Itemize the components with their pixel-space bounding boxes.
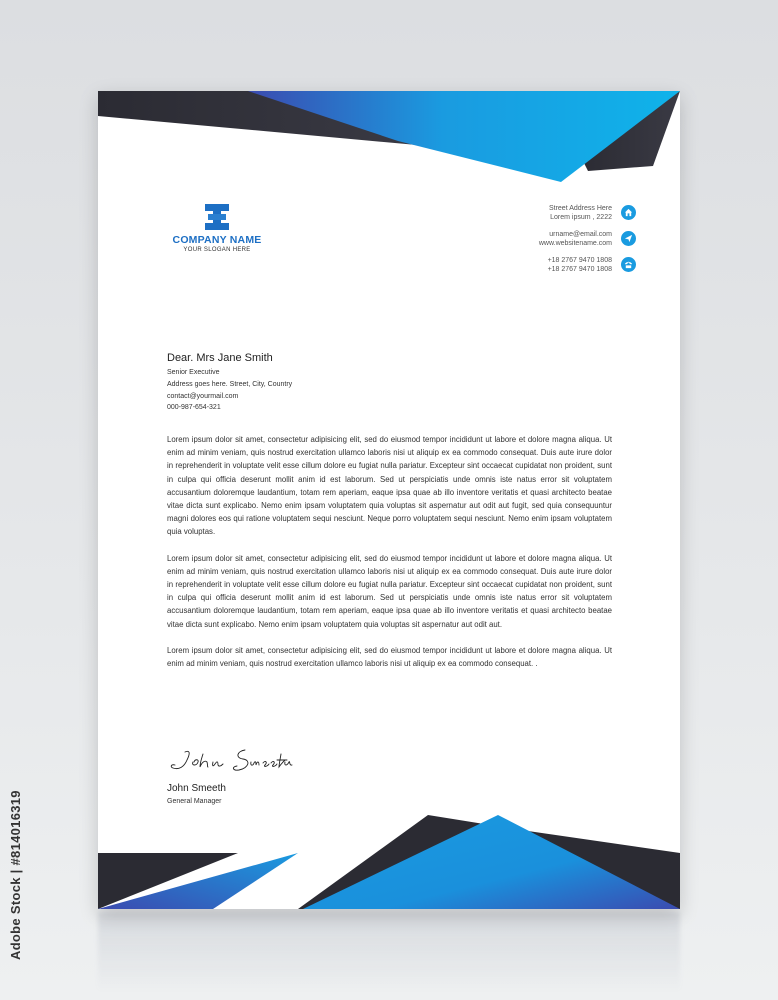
signature-block [167, 746, 297, 805]
address-line: Street Address Here [548, 205, 612, 212]
company-logo [162, 203, 272, 253]
contact-web [539, 230, 612, 248]
handwritten-signature [167, 746, 297, 776]
phone-line: +18 2767 9470 1808 [547, 257, 612, 264]
contact-phone [539, 256, 612, 274]
paper-plane-icon [621, 231, 636, 246]
recipient-address: Address goes here. Street, City, Country [167, 380, 293, 388]
footer-decoration [98, 815, 680, 909]
recipient-email: contact@yourmail.com [167, 392, 239, 400]
body-paragraph: Lorem ipsum dolor sit amet, consectetur adipisicing elit, sed do eiusmod tempor incididunt ut labore et dolore magna aliqua. Ut enim ad minim veniam, quis nostrud exercitation ullamco laboris nisi ut aliquip ex ea commodo consequat. Duis aute irure dolor in reprehenderit in voluptate velit esse cillum dolore eu fugiat nulla pariatur. Excepteur sint occaecat cupidatat non proident, sunt in culpa qui officia deserunt mollit anim id est laborum. Sed ut perspiciatis unde omnis iste natus error sit voluptatem accusantium doloremque laudantium, totam rem aperiam, eaque ipsa quae ab illo inventore veritatis et quasi architecto beatae vitae dicta sunt explicabo. Nemo enim ipsam voluptatem quia voluptas sit aspernatur aut odit aut. [167, 553, 612, 629]
recipient-title: Senior Executive [167, 369, 220, 376]
company-name: COMPANY NAME [172, 234, 262, 246]
website-line: www.websitename.com [538, 240, 612, 247]
page-reflection [98, 912, 680, 992]
contact-address [539, 204, 612, 222]
company-logo-mark [204, 203, 230, 231]
letter-body [167, 433, 612, 683]
recipient-name: Dear. Mrs Jane Smith [167, 352, 273, 364]
recipient-block [167, 352, 292, 414]
body-paragraph: Lorem ipsum dolor sit amet, consectetur adipisicing elit, sed do eiusmod tempor incididunt ut labore et dolore magna aliqua. Ut enim ad minim veniam, quis nostrud exercitation ullamco laboris nisi ut aliquip ex ea commodo consequat. Duis aute irure dolor in reprehenderit in voluptate velit esse cillum dolore eu fugiat nulla pariatur. Excepteur sint occaecat cupidatat non proident, sunt in culpa qui officia deserunt mollit anim id est laborum. Sed ut perspiciatis unde omnis iste natus error sit voluptatem accusantium doloremque laudantium, totam rem aperiam, eaque ipsa quae ab illo inventore veritatis et quasi architecto beatae vitae dicta sunt explicabo. Nemo enim ipsam voluptatem quia voluptas sit aspernatur aut odit aut fugit, sed quia consequuntur magni dolores eos qui ratione voluptatem sequi nesciunt. Neque porro voluptatem sequi nesciunt. Nemo enim ipsam voluptatem quia voluptas. [167, 435, 612, 537]
stock-watermark-id: Adobe Stock | #814016319 [8, 790, 23, 960]
address-line: Lorem ipsum , 2222 [550, 214, 612, 221]
company-slogan: YOUR SLOGAN HERE [183, 247, 251, 253]
signer-name: John Smeeth [167, 783, 226, 794]
email-line: urname@email.com [549, 231, 612, 238]
header-decoration [98, 91, 680, 186]
phone-icon [621, 257, 636, 272]
letterhead-page [98, 91, 680, 909]
body-paragraph: Lorem ipsum dolor sit amet, consectetur adipisicing elit, sed do eiusmod tempor incididunt ut labore et dolore magna aliqua. Ut enim ad minim veniam, quis nostrud exercitation ullamco laboris nisi ut aliquip ex ea commodo consequat. . [167, 645, 612, 669]
phone-line: +18 2767 9470 1808 [547, 266, 612, 273]
recipient-phone: 000-987-654-321 [167, 404, 221, 412]
home-icon [621, 205, 636, 220]
signer-title: General Manager [167, 798, 222, 805]
contact-block [539, 204, 612, 282]
